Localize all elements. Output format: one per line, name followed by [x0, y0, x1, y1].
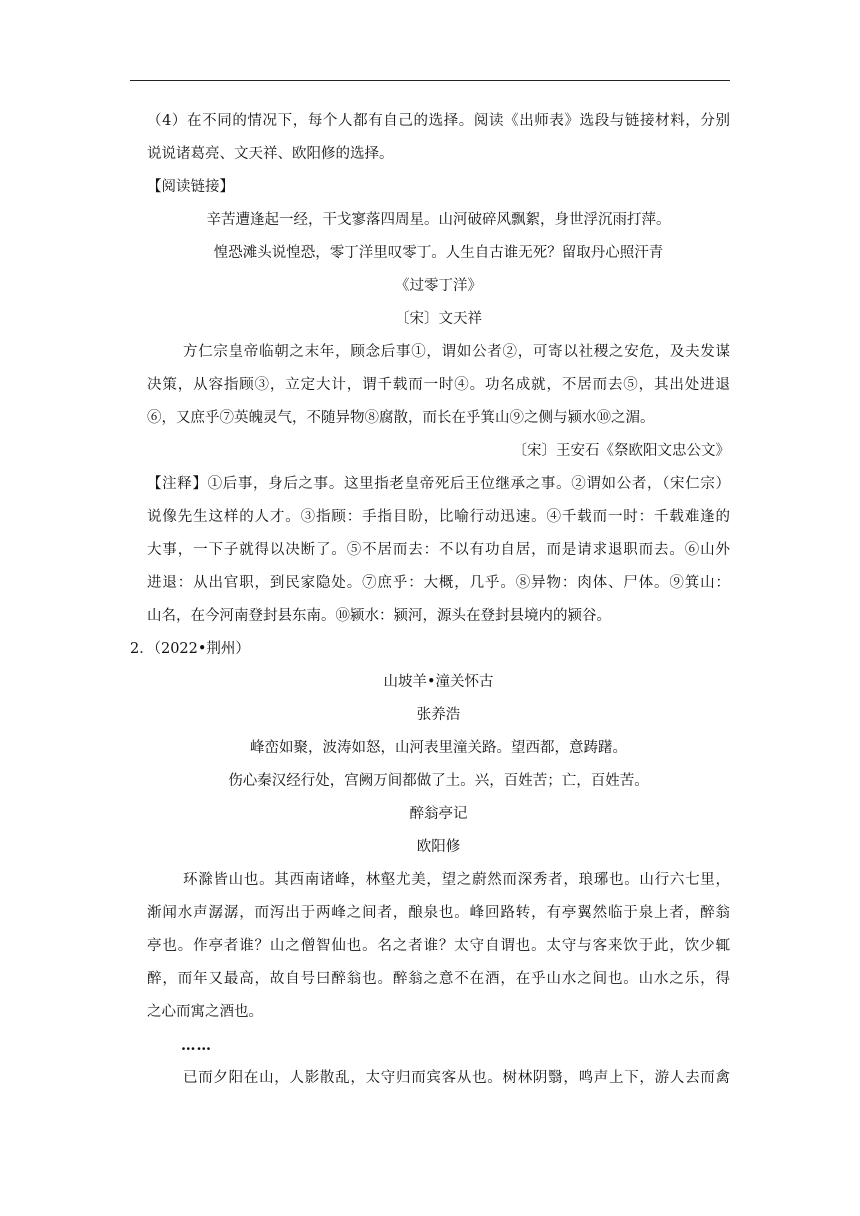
question-2-label: 2．（2022•荆州） — [130, 641, 250, 657]
poem-title: 《过零丁洋》 — [395, 278, 482, 294]
question-4-line-1: （4）在不同的情况下，每个人都有自己的选择。阅读《出师表》选段与链接材料，分别 — [147, 113, 730, 129]
essay-line-4: 醉，而年又最高，故自号曰醉翁也。醉翁之意不在酒，在乎山水之间也。山水之乐，得 — [147, 971, 730, 987]
notes-line-3: 大事，一下子就得以决断了。⑤不居而去：不以有功自居，而是请求退职而去。⑥山外 — [147, 542, 730, 558]
ellipsis: …… — [181, 1037, 212, 1054]
essay-line-5: 之心而寓之酒也。 — [147, 1004, 263, 1020]
header-rule — [130, 80, 730, 81]
notes-line-2: 说像先生这样的人才。③指顾：手指目盼，比喻行动迅速。④千载而一时：千载难逢的 — [147, 509, 730, 525]
essay-line-1: 环滁皆山也。其西南诸峰，林壑尤美，望之蔚然而深秀者，琅琊也。山行六七里， — [183, 872, 730, 888]
notes-line-1: 【注释】①后事，身后之事。这里指老皇帝死后王位继承之事。②谓如公者，（宋仁宗） — [147, 476, 730, 492]
poem-line-1: 辛苦遭逢起一经，干戈寥落四周星。山河破碎风飘絮，身世浮沉雨打萍。 — [206, 212, 671, 228]
notes-line-5: 山名，在今河南登封县东南。⑩颍水：颍河，源头在登封县境内的颍谷。 — [147, 608, 611, 624]
essay-continued-line: 已而夕阳在山，人影散乱，太守归而宾客从也。树林阴翳，鸣声上下，游人去而禽 — [183, 1070, 730, 1086]
prose-line-3: ⑥，又庶乎⑦英魄灵气，不随异物⑧腐散，而长在乎箕山⑨之侧与颍水⑩之湄。 — [147, 410, 655, 426]
qu-author: 张养浩 — [416, 707, 461, 723]
essay-line-3: 亭也。作亭者谁？山之僧智仙也。名之者谁？太守自谓也。太守与客来饮于此，饮少辄 — [147, 938, 730, 954]
qu-title: 山坡羊•潼关怀古 — [383, 674, 494, 690]
document-body — [130, 105, 730, 1095]
qu-line-1: 峰峦如聚，波涛如怒，山河表里潼关路。望西都，意踌躇。 — [250, 740, 627, 756]
essay-line-2: 渐闻水声潺潺，而泻出于两峰之间者，酿泉也。峰回路转，有亭翼然临于泉上者，醉翁 — [147, 905, 730, 921]
prose-source: 〔宋〕王安石《祭欧阳文忠公文》 — [512, 443, 730, 459]
notes-line-4: 进退：从出官职，到民家隐处。⑦庶乎：大概，几乎。⑧异物：肉体、尸体。⑨箕山： — [147, 575, 730, 591]
reading-link-heading: 【阅读链接】 — [147, 179, 234, 195]
prose-line-1: 方仁宗皇帝临朝之末年，顾念后事①，谓如公者②，可寄以社稷之安危，及夫发谋 — [183, 344, 730, 360]
qu-line-2: 伤心秦汉经行处，宫阙万间都做了土。兴，百姓苦；亡，百姓苦。 — [228, 773, 649, 789]
essay-title: 醉翁亭记 — [409, 806, 468, 822]
poem-author: 〔宋〕文天祥 — [395, 311, 482, 327]
prose-line-2: 决策，从容指顾③，立定大计，谓千载而一时④。功名成就，不居而去⑤，其出处进退 — [147, 377, 730, 393]
question-4-line-2: 说说诸葛亮、文天祥、欧阳修的选择。 — [147, 146, 394, 162]
essay-author: 欧阳修 — [416, 839, 461, 855]
poem-line-2: 惶恐滩头说惶恐，零丁洋里叹零丁。人生自古谁无死？留取丹心照汗青 — [213, 245, 664, 261]
